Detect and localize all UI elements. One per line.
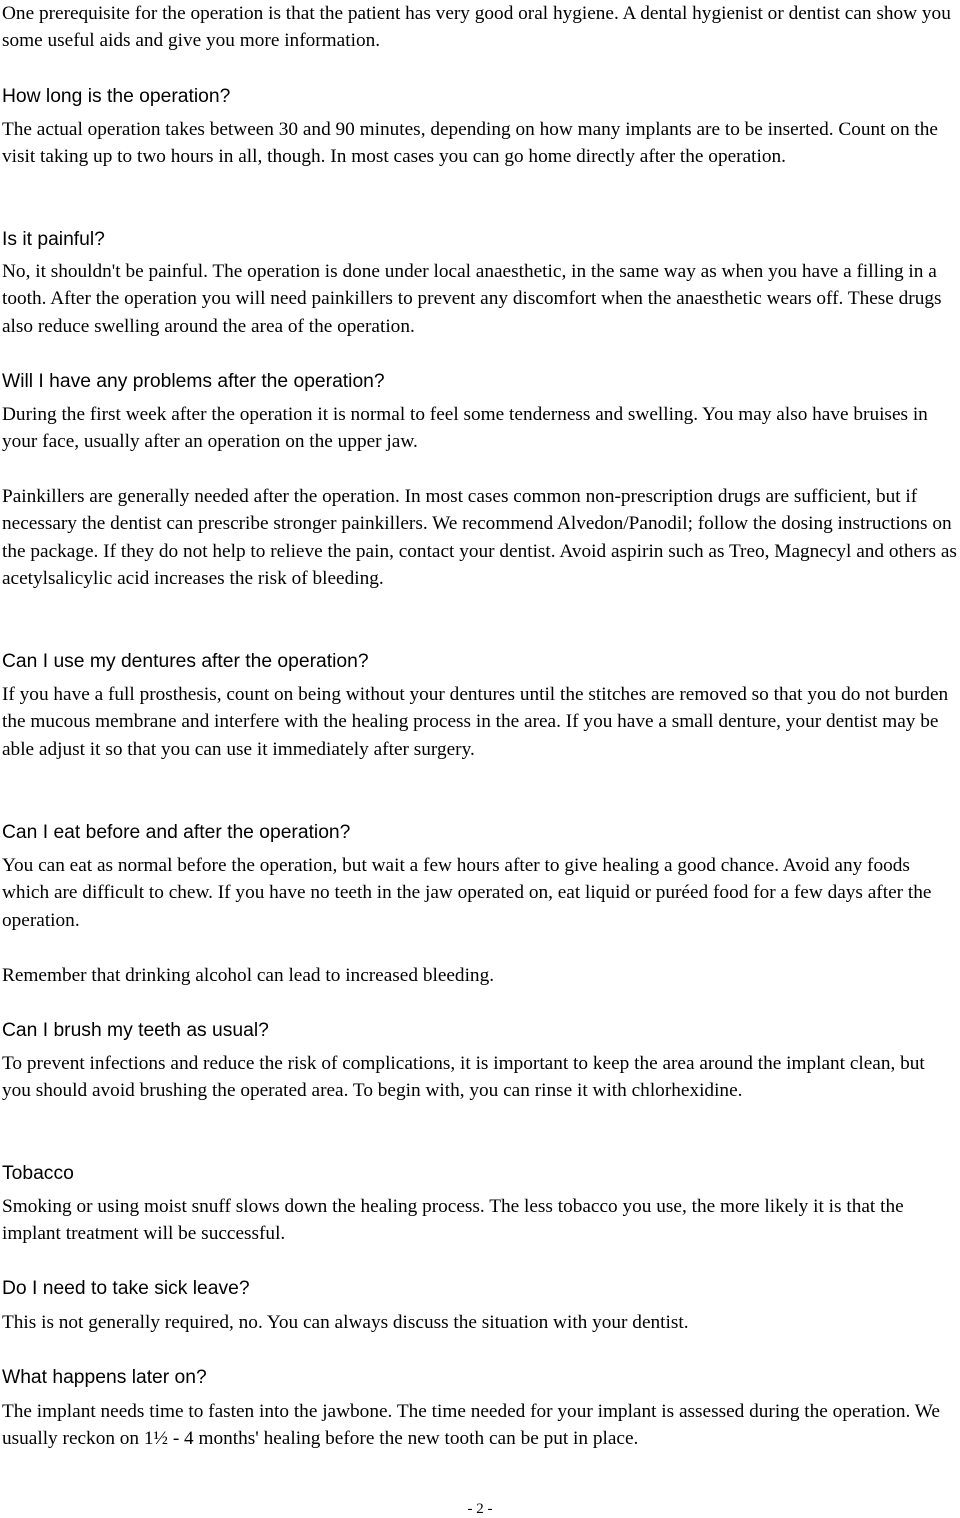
section-paragraph-eating-2: Remember that drinking alcohol can lead to increased bleeding. — [2, 965, 495, 986]
section-heading-tobacco: Tobacco — [2, 1163, 74, 1184]
section-heading-problems: Will I have any problems after the operation? — [2, 371, 385, 392]
section-paragraph-eating-1: You can eat as normal before the operation, but wait a few hours after to give healing a good chance. Avoid any foods which are difficult to chew. If you have no teeth in the jaw operated on, eat liquid or puréed food for a few days after the operation. — [2, 855, 932, 931]
section-paragraph-brushing: To prevent infections and reduce the risk of complications, it is important to keep the area around the implant clean, but you should avoid brushing the operated area. To begin with, you can rinse it with chlorhexidine. — [2, 1053, 925, 1102]
section-paragraph-problems-2: Painkillers are generally needed after the operation. In most cases common non-prescription drugs are sufficient, but if necessary the dentist can prescribe stronger painkillers. We recommend Alvedon/Panodil; follow the dosing instructions on the package. If they do not help to relieve the pain, contact your dentist. Avoid aspirin such as Treo, Magnecyl and others as acetylsalicylic acid increases the risk of bleeding. — [2, 486, 957, 590]
intro-paragraph: One prerequisite for the operation is that the patient has very good oral hygiene. A dental hygienist or dentist can show you some useful aids and give you more information. — [2, 3, 951, 52]
section-paragraph-sick-leave: This is not generally required, no. You can always discuss the situation with your dentist. — [2, 1312, 689, 1333]
section-heading-later-on: What happens later on? — [2, 1367, 207, 1388]
section-heading-brushing: Can I brush my teeth as usual? — [2, 1020, 269, 1041]
section-paragraph-later-on: The implant needs time to fasten into the jawbone. The time needed for your implant is assessed during the operation. We usually reckon on 1½ - 4 months' healing before the new tooth can be put in place. — [2, 1401, 940, 1450]
section-paragraph-operation-length: The actual operation takes between 30 and 90 minutes, depending on how many implants are to be inserted. Count on the visit taking up to two hours in all, though. In most cases you can go home directly after the operation. — [2, 119, 938, 168]
section-paragraph-painful: No, it shouldn't be painful. The operation is done under local anaesthetic, in the same way as when you have a filling in a tooth. After the operation you will need painkillers to prevent any discomfort when the anaesthetic wears off. These drugs also reduce swelling around the area of the operation. — [2, 261, 942, 337]
page-number: - 2 - — [467, 1501, 493, 1517]
section-paragraph-tobacco: Smoking or using moist snuff slows down the healing process. The less tobacco you use, the more likely it is that the implant treatment will be successful. — [2, 1196, 904, 1245]
section-heading-eating: Can I eat before and after the operation? — [2, 822, 351, 843]
section-heading-operation-length: How long is the operation? — [2, 86, 231, 107]
section-heading-painful: Is it painful? — [2, 229, 105, 250]
section-heading-dentures: Can I use my dentures after the operation? — [2, 651, 369, 672]
section-heading-sick-leave: Do I need to take sick leave? — [2, 1278, 250, 1299]
section-paragraph-dentures: If you have a full prosthesis, count on being without your dentures until the stitches are removed so that you do not burden the mucous membrane and interfere with the healing process in the area. If you have a small denture, your dentist may be able adjust it so that you can use it immediately after surgery. — [2, 684, 949, 760]
section-paragraph-problems-1: During the first week after the operation it is normal to feel some tenderness and swelling. You may also have bruises in your face, usually after an operation on the upper jaw. — [2, 404, 928, 453]
